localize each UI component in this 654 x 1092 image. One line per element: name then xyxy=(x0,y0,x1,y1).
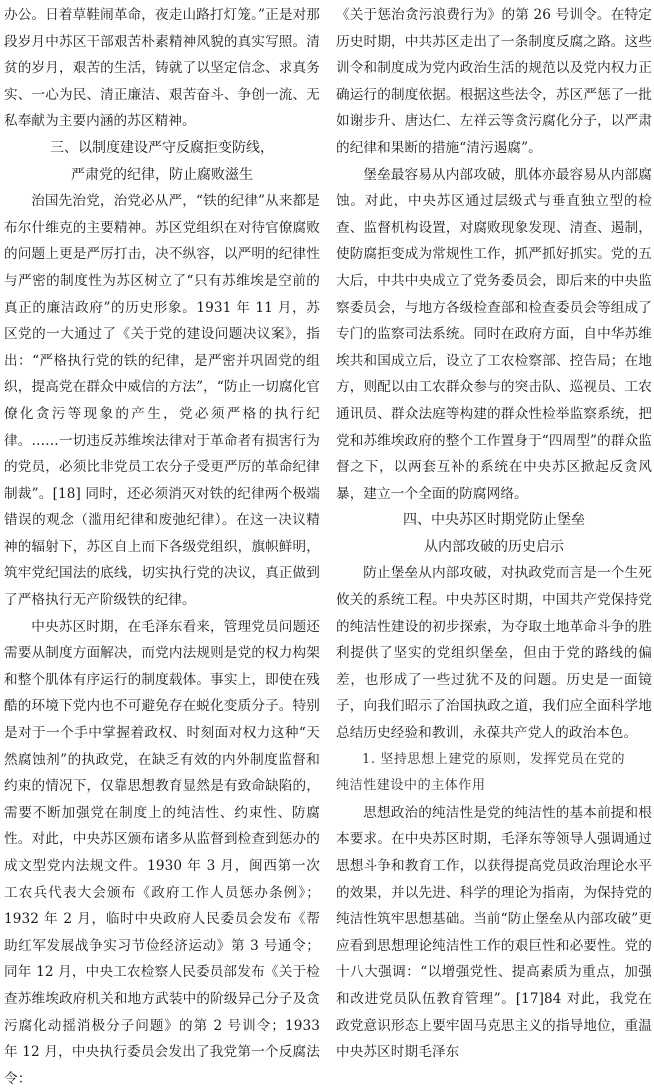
section-3-heading xyxy=(4,135,320,188)
subsection-1-heading-line1: 1. 坚持思想上建党的原则，发挥党员在党的 xyxy=(362,751,626,767)
paragraph: 堡垒最容易从内部攻破，肌体亦最容易从内部腐蚀。对此，中央苏区通过层级式与垂直独立型的检查、监督机构设置，对腐败现象发现、清查、遏制，使防腐拒变成为常规性工作，抓严抓好抓实。党的五大后，中共中央成立了党务委员会，即后来的中央监察委员会，与地方各级检查部和检查委员会等组成了专门的监察司法系统。同时在政府方面，自中华苏维埃共和国成立后，设立了工农检察部、控告局；在地方，则配以由工农群众参与的突击队、巡视员、工农通讯员、群众法庭等构建的群众性检举监察系统，把党和苏维埃政府的整个工作置身于“四周型”的群众监督之下，以两套互补的系统在中央苏区掀起反贪风暴，建立一个全面的防腐网络。 xyxy=(336,166,652,502)
subsection-1-heading xyxy=(336,747,652,800)
subsection-1-heading-line2: 纯洁性建设中的主体作用 xyxy=(336,778,486,794)
paragraph: 治国先治党，治党必从严，“铁的纪律”从来都是布尔什维克的主要精神。苏区党组织在对待官僚腐败的问题上更是严厉打击，决不纵容，以严明的纪律性与严密的制度性为苏区树立了“只有苏维埃是空前的真正的廉洁政府”的历史形象。1931 年 11 月，苏区党的一大通过了《关于党的建设问题决议案》，指出：“严格执行党的铁的纪律，是严密并巩固党的组织，提高党在群众中威信的方法”，“防止一切腐化官僚化贪污等现象的产生，党必须严格的执行纪律。……一切违反苏维埃法律对于革命者有损害行为的党员，必须比非党员工农分子受更严厉的革命纪律制裁”。[18] 同时，还必须消灭对铁的纪律两个极端错误的观念（滥用纪律和废弛纪律）。在这一决议精神的辐射下，苏区自上而下各级党组织，旗帜鲜明，筑牢党纪国法的底线，切实执行党的决议，真正做到了严格执行无产阶级铁的纪律。 xyxy=(4,193,320,609)
continued-paragraph: 《关于惩治贪污浪费行为》的第 26 号训令。在特定历史时期，中共苏区走出了一条制度反腐之路。这些训令和制度成为党内政治生活的规范以及党内权力正确运行的制度依据。根据这些法令，苏区严惩了一批如谢步升、唐达仁、左祥云等贪污腐化分子，以严肃的纪律和果断的措施“清污遏腐”。 xyxy=(336,7,652,156)
section-3-heading-line2: 严肃党的纪律，防止腐败滋生 xyxy=(71,166,253,183)
intro-paragraph: 办公。日着草鞋闹革命，夜走山路打灯笼。”正是对那段岁月中苏区干部艰苦朴素精神风貌的真实写照。清贫的岁月，艰苦的生活，铸就了以坚定信念、求真务实、一心为民、清正廉洁、艰苦奋斗、争创一流、无私奉献为主要内涵的苏区精神。 xyxy=(4,7,320,130)
paragraph: 中央苏区时期，在毛泽东看来，管理党员问题还需要从制度方面解决，而党内法规则是党的权力构架和整个肌体有序运行的制度载体。事实上，即使在残酷的环境下党内也不可避免存在蜕化变质分子。特别是对于一个手中掌握着政权、时刻面对权力这种“天然腐蚀剂”的执政党，在缺乏有效的内外制度监督和约束的情况下，仅靠思想教育显然是有致命缺陷的，需要不断加强党在制度上的纯洁性、约束性、防腐性。对此，中央苏区颁布诸多从监督到检查到惩办的成文型党内法规文件。1930 年 3 月，闽西第一次工农兵代表大会颁布《政府工作人员惩办条例》；1932 年 2 月，临时中央政府人民委员会发布《帮助红军发展战争实习节俭经济运动》第 3 号通令；同年 12 月，中央工农检察人民委员部发布《关于检查苏维埃政府机关和地方武装中的阶级异己分子及贪污腐化动摇消极分子问题》的第 2 号训令；1933 年 12 月，中央执行委员会发出了我党第一个反腐法令： xyxy=(4,618,320,1087)
section-3-heading-line1: 三、以制度建设严守反腐拒变防线， xyxy=(50,139,274,156)
section-4-heading-line1: 四、中央苏区时期党防止堡垒 xyxy=(403,512,585,529)
right-column xyxy=(336,2,652,1066)
section-4-heading xyxy=(336,507,652,560)
section-4-heading-line2: 从内部攻破的历史启示 xyxy=(424,538,564,555)
paragraph: 思想政治的纯洁性是党的纯洁性的基本前提和根本要求。在中央苏区时期，毛泽东等领导人强调通过思想斗争和教育工作，以获得提高党员政治理论水平的效果，并以先进、科学的理论为指南，为保持党的纯洁性筑牢思想基础。当前“防止堡垒从内部攻破”更应看到思想理论纯洁性工作的艰巨性和必要性。党的十八大强调：“以增强党性、提高素质为重点，加强和改进党员队伍教育管理”。[17]84 对此，我党在政党意识形态上要牢固马克思主义的指导地位，重温中央苏区时期毛泽东 xyxy=(336,804,652,1061)
left-column xyxy=(4,2,320,1092)
paragraph: 防止堡垒从内部攻破，对执政党而言是一个生死攸关的系统工程。中央苏区时期，中国共产党保持党的纯洁性建设的初步探索，为夺取土地革命斗争的胜利提供了坚实的党组织堡垒，但由于党的路线的偏差，也形成了一些过犹不及的问题。历史是一面镜子，向我们昭示了治国执政之道，我们应全面科学地总结历史经验和教训，永葆共产党人的政治本色。 xyxy=(336,565,652,742)
